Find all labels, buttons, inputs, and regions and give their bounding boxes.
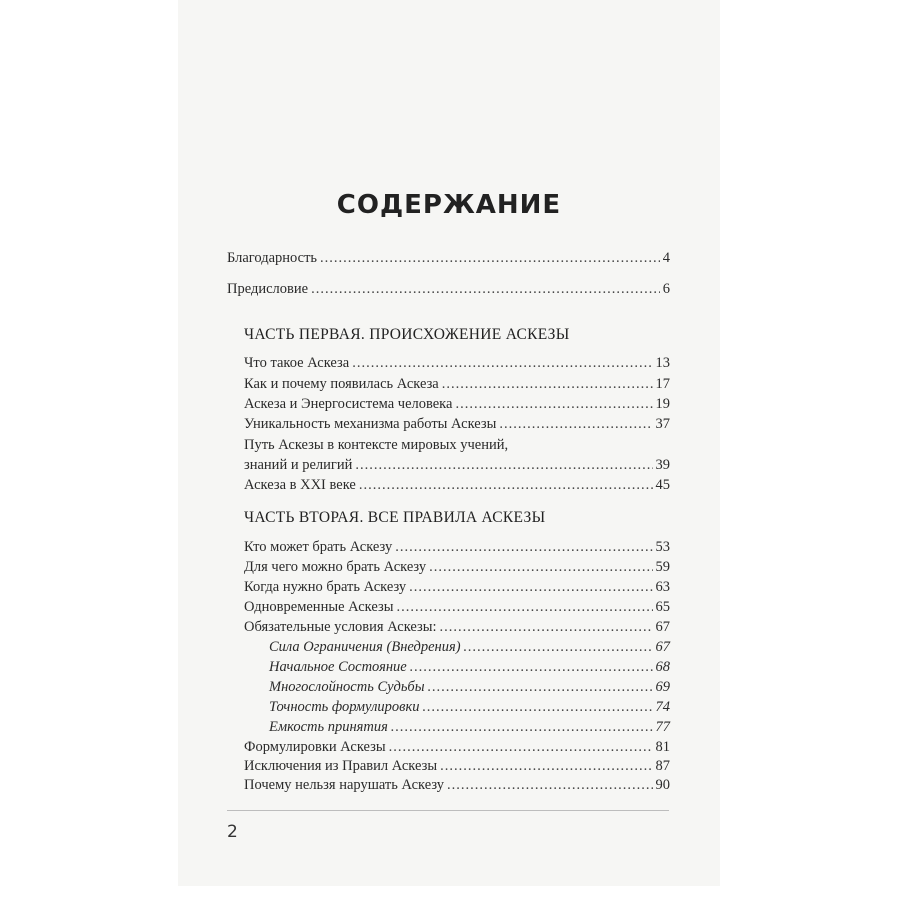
leader-dots	[395, 538, 652, 556]
toc-entry-label: Начальное Состояние	[269, 659, 407, 675]
toc-entry-label: Одновременные Аскезы	[244, 599, 394, 615]
toc-entry-label: Сила Ограничения (Внедрения)	[269, 639, 461, 655]
leader-dots	[391, 718, 653, 736]
toc-entry-page: 69	[655, 679, 670, 695]
toc-entry-page: 37	[655, 416, 670, 432]
leader-dots	[355, 456, 652, 474]
toc-entry-label: Уникальность механизма работы Аскезы	[244, 416, 497, 432]
leader-dots	[440, 757, 652, 775]
toc-entry-label: знаний и религий	[244, 457, 353, 473]
toc-entry-label: Для чего можно брать Аскезу	[244, 559, 427, 575]
toc-entry-page: 90	[655, 777, 670, 793]
toc-entry	[244, 415, 670, 433]
toc-entry-page: 6	[662, 281, 670, 297]
toc-entry-page: 77	[655, 719, 670, 735]
toc-entry-label: Аскеза в XXI веке	[244, 477, 356, 493]
toc-entry-label: Почему нельзя нарушать Аскезу	[244, 777, 445, 793]
toc-entry	[244, 757, 670, 775]
leader-dots	[410, 658, 653, 676]
toc-entry-page: 13	[655, 355, 670, 371]
toc-entry	[244, 738, 670, 756]
page-title: СОДЕРЖАНИЕ	[336, 190, 562, 220]
leader-dots	[396, 598, 652, 616]
toc-entry-label: Аскеза и Энергосистема человека	[244, 396, 453, 412]
leader-dots	[320, 249, 660, 267]
toc-entry	[244, 618, 670, 636]
toc-entry	[244, 476, 670, 494]
toc-entry-label: Формулировки Аскезы	[244, 739, 386, 755]
toc-entry-label: Как и почему появилась Аскеза	[244, 376, 439, 392]
toc-entry-label: Когда нужно брать Аскезу	[244, 579, 407, 595]
toc-entry-page: 19	[655, 396, 670, 412]
toc-entry-page: 59	[655, 559, 670, 575]
toc-entry	[244, 395, 670, 413]
leader-dots	[447, 776, 652, 794]
leader-dots	[423, 698, 653, 716]
leader-dots	[359, 476, 653, 494]
leader-dots	[440, 618, 653, 636]
toc-entry-label: Кто может брать Аскезу	[244, 539, 393, 555]
toc-entry-label: Обязательные условия Аскезы:	[244, 619, 437, 635]
toc-entry-page: 4	[662, 250, 670, 266]
toc-entry	[244, 375, 670, 393]
toc-entry-page: 74	[655, 699, 670, 715]
toc-subentry	[269, 718, 670, 736]
toc-entry	[244, 776, 670, 794]
leader-dots	[428, 678, 653, 696]
toc-entry-page: 63	[655, 579, 670, 595]
toc-entry-page: 45	[655, 477, 670, 493]
toc-entry-page: 53	[655, 539, 670, 555]
leader-dots	[464, 638, 653, 656]
toc-entry-label: Благодарность	[227, 250, 318, 266]
toc-entry-label: Точность формулировки	[269, 699, 420, 715]
toc-entry	[244, 578, 670, 596]
leader-dots	[429, 558, 652, 576]
toc-entry	[244, 538, 670, 556]
toc-entry-first-line: Путь Аскезы в контексте мировых учений,	[244, 437, 509, 453]
toc-entry	[244, 598, 670, 616]
toc-entry	[244, 558, 670, 576]
toc-subentry	[269, 638, 670, 656]
toc-subentry	[269, 678, 670, 696]
toc-entry-page: 68	[655, 659, 670, 675]
leader-dots	[311, 280, 660, 298]
toc-entry-label: Исключения из Правил Аскезы	[244, 758, 438, 774]
toc-entry-page: 67	[655, 619, 670, 635]
footer-divider	[227, 810, 669, 811]
toc-subentry	[269, 698, 670, 716]
toc-entry	[244, 354, 670, 372]
toc-entry-page: 39	[655, 457, 670, 473]
toc-entry-label: Многослойность Судьбы	[269, 679, 425, 695]
part-one-heading: ЧАСТЬ ПЕРВАЯ. ПРОИСХОЖЕНИЕ АСКЕЗЫ	[244, 326, 570, 343]
toc-entry-page: 17	[655, 376, 670, 392]
toc-entry-label: Предисловие	[227, 281, 309, 297]
toc-entry-page: 81	[655, 739, 670, 755]
leader-dots	[499, 415, 652, 433]
toc-entry-page: 65	[655, 599, 670, 615]
toc-subentry	[269, 658, 670, 676]
toc-entry	[244, 456, 670, 474]
toc-entry-label: Что такое Аскеза	[244, 355, 350, 371]
leader-dots	[389, 738, 653, 756]
part-two-heading: ЧАСТЬ ВТОРАЯ. ВСЕ ПРАВИЛА АСКЕЗЫ	[244, 509, 546, 526]
toc-entry-preface	[227, 280, 670, 298]
page-number: 2	[227, 822, 238, 842]
toc-entry-page: 87	[655, 758, 670, 774]
book-page	[178, 0, 720, 886]
toc-entry-page: 67	[655, 639, 670, 655]
leader-dots	[455, 395, 652, 413]
leader-dots	[442, 375, 653, 393]
leader-dots	[352, 354, 652, 372]
toc-entry-label: Емкость принятия	[269, 719, 388, 735]
leader-dots	[409, 578, 652, 596]
toc-entry-acknowledgements	[227, 249, 670, 267]
